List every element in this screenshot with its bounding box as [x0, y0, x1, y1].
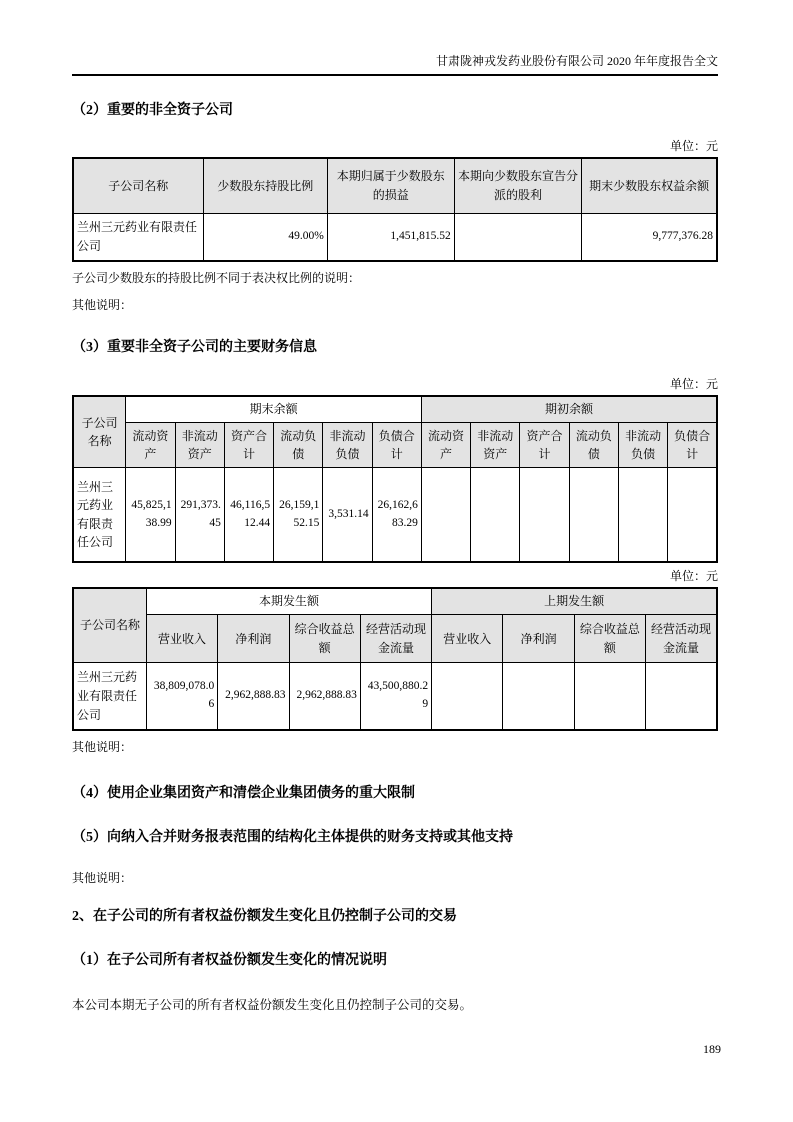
table2-group-beginning: 期初余额	[421, 396, 717, 423]
table2-cell-beginning-5	[668, 468, 717, 562]
section-2-3-title: （3）重要非全资子公司的主要财务信息	[72, 340, 317, 356]
unit-label-3: 单位：元	[669, 568, 718, 583]
table2-sub-ending-current-assets: 流动资产	[126, 423, 175, 468]
table3-sub-prior-operating-cashflow: 经营活动现金流量	[646, 615, 717, 663]
table3-cell-prior-2	[574, 663, 645, 730]
table3-cell-prior-0	[432, 663, 503, 730]
table3-cell-prior-1	[503, 663, 574, 730]
table3-group-prior: 上期发生额	[432, 588, 717, 615]
table2-sub-beginning-total-liabilities: 负债合计	[668, 423, 717, 468]
minority-subsidiary-table	[72, 157, 718, 262]
table2-group-ending: 期末余额	[126, 396, 422, 423]
table2-band-row	[73, 396, 717, 423]
note-voting-ratio: 子公司少数股东的持股比例不同于表决权比例的说明：	[72, 271, 361, 286]
table3-cell-prior-3	[646, 663, 717, 730]
table1-cell-equity: 9,777,376.28	[582, 213, 717, 261]
table2-name-header: 子公司名称	[73, 396, 126, 468]
table1-header-profit: 本期归属于少数股东的损益	[327, 158, 454, 213]
table3-sub-prior-revenue: 营业收入	[432, 615, 503, 663]
report-title: 甘肃陇神戎发药业股份有限公司 2020 年年度报告全文	[435, 54, 718, 68]
table2-data-row	[73, 468, 717, 562]
table3-cell-current-1: 2,962,888.83	[218, 663, 289, 730]
section-2-4-title: （4）使用企业集团资产和清偿企业集团债务的重大限制	[72, 786, 415, 802]
table3-sub-prior-comprehensive-income: 综合收益总额	[574, 615, 645, 663]
table3-group-current: 本期发生额	[146, 588, 431, 615]
table2-sub-beginning-current-liabilities: 流动负债	[569, 423, 618, 468]
table1-header-name: 子公司名称	[73, 158, 203, 213]
table3-cell-current-3: 43,500,880.29	[360, 663, 431, 730]
table3-cell-name: 兰州三元药业有限责任公司	[73, 663, 146, 730]
table2-sub-beginning-total-assets: 资产合计	[520, 423, 569, 468]
table2-sub-beginning-current-assets: 流动资产	[421, 423, 470, 468]
table2-sub-ending-current-liabilities: 流动负债	[274, 423, 323, 468]
page-number: 189	[703, 1042, 721, 1056]
table2-cell-beginning-2	[520, 468, 569, 562]
table2-cell-beginning-4	[618, 468, 667, 562]
page-header	[72, 0, 718, 76]
table2-cell-ending-5: 26,162,683.29	[372, 468, 421, 562]
table3-sub-current-operating-cashflow: 经营活动现金流量	[360, 615, 431, 663]
section-2-2-title: （2）重要的非全资子公司	[72, 102, 233, 118]
table1-header-equity: 期末少数股东权益余额	[582, 158, 717, 213]
table2-sub-ending-noncurrent-assets: 非流动资产	[175, 423, 224, 468]
subsidiary-balance-table	[72, 395, 718, 563]
table1-data-row	[73, 213, 717, 261]
table3-sub-prior-net-profit: 净利润	[503, 615, 574, 663]
section-2-5-title: （5）向纳入合并财务报表范围的结构化主体提供的财务支持或其他支持	[72, 829, 513, 845]
table1-cell-profit: 1,451,815.52	[327, 213, 454, 261]
table2-cell-ending-0: 45,825,138.99	[126, 468, 175, 562]
table1-cell-name: 兰州三元药业有限责任公司	[73, 213, 203, 261]
table3-band-row	[73, 588, 717, 615]
section-2-1-body: 本公司本期无子公司的所有者权益份额发生变化且仍控制子公司的交易。	[72, 998, 473, 1013]
table2-sub-beginning-noncurrent-assets: 非流动资产	[471, 423, 520, 468]
table2-sub-ending-total-assets: 资产合计	[224, 423, 273, 468]
table2-cell-ending-2: 46,116,512.44	[224, 468, 273, 562]
table1-header-ratio: 少数股东持股比例	[203, 158, 327, 213]
table2-sub-beginning-noncurrent-liabilities: 非流动负债	[618, 423, 667, 468]
table3-subheader-row	[73, 615, 717, 663]
section-2-1-sub-title: （1）在子公司所有者权益份额发生变化的情况说明	[72, 952, 387, 968]
unit-label-1: 单位：元	[669, 139, 718, 154]
table1-cell-ratio: 49.00%	[203, 213, 327, 261]
other-note-2: 其他说明：	[72, 739, 133, 754]
table3-sub-current-comprehensive-income: 综合收益总额	[289, 615, 360, 663]
table2-cell-ending-4: 3,531.14	[323, 468, 372, 562]
table3-cell-current-0: 38,809,078.06	[146, 663, 217, 730]
table2-subheader-row	[73, 423, 717, 468]
table2-cell-beginning-0	[421, 468, 470, 562]
table2-cell-ending-1: 291,373.45	[175, 468, 224, 562]
table1-header-dividend: 本期向少数股东宣告分派的股利	[454, 158, 582, 213]
table3-cell-current-2: 2,962,888.83	[289, 663, 360, 730]
other-note-1: 其他说明：	[72, 298, 133, 313]
table3-name-header: 子公司名称	[73, 588, 146, 663]
table2-cell-name: 兰州三元药业有限责任公司	[73, 468, 126, 562]
section-2-main-title: 2、在子公司的所有者权益份额发生变化且仍控制子公司的交易	[72, 909, 457, 925]
unit-label-2: 单位：元	[669, 376, 718, 391]
table2-sub-ending-total-liabilities: 负债合计	[372, 423, 421, 468]
table3-data-row	[73, 663, 717, 730]
table2-cell-beginning-3	[569, 468, 618, 562]
table2-sub-ending-noncurrent-liabilities: 非流动负债	[323, 423, 372, 468]
table3-sub-current-net-profit: 净利润	[218, 615, 289, 663]
table3-sub-current-revenue: 营业收入	[146, 615, 217, 663]
other-note-3: 其他说明：	[72, 871, 133, 886]
subsidiary-income-table	[72, 587, 718, 731]
table1-cell-dividend	[454, 213, 582, 261]
table1-header-row	[73, 158, 717, 213]
table2-cell-ending-3: 26,159,152.15	[274, 468, 323, 562]
table2-cell-beginning-1	[471, 468, 520, 562]
